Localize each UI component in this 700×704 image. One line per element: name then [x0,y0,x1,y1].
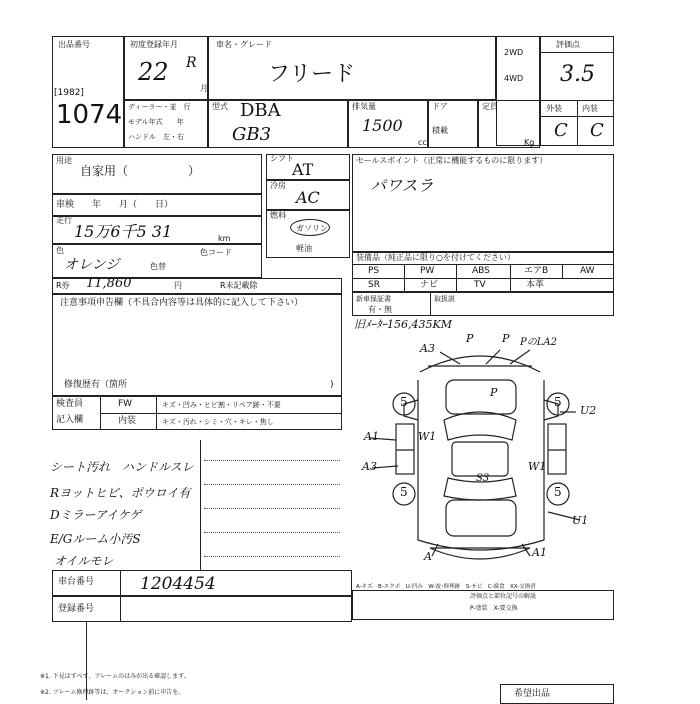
recycle-value: 11,860 [86,276,132,291]
interior-value: C [590,120,604,141]
model-value-2: GB3 [232,124,272,145]
fuel-label: 燃料 [270,211,286,220]
first-reg-label: 初度登録年月 [130,40,178,49]
car-name-label: 車名・グレード [216,40,272,49]
lot-number: 1074 [56,100,123,130]
mileage-label: 走行 [56,216,72,225]
inspector-label: 検査員 [56,399,84,409]
first-reg-value: 22 [138,58,169,86]
fuel-gasoline: ガソリン [296,224,328,233]
mark-five-fl: 5 [400,395,408,409]
mark-a3-left: A3 [362,460,377,473]
mark-a1-left: A1 [364,430,379,443]
equip-leather: 本革 [526,280,545,290]
interior-items: キズ・汚れ・シミ・穴・キレ・焦し [162,418,274,426]
exterior-value: C [554,120,568,141]
lot-year: [1982] [54,88,84,98]
mark-a-bottom: A [424,550,432,563]
dealer-label: ディーラー・並 行 [128,103,191,111]
fw-label: FW [118,399,133,409]
handle-label: ハンドル 左・右 [128,133,184,141]
score-label: 評価点 [556,40,580,49]
inspection-label: 車検 年 月（ 日） [56,200,174,210]
equip-airbag: エアB [524,266,549,276]
capacity-label: 定員 [482,102,498,111]
exterior-label: 外装 [546,104,562,113]
replaced-meter-note: 旧ﾒｰﾀｰ156,435KM [354,318,452,331]
remark-2: Rヨットヒビ、ポウロイ有 [50,486,191,500]
other-label: 取扱説 [434,295,455,303]
door-label: ドア [432,102,448,111]
use-label: 用途 [56,156,72,165]
footer-note-2: ※2. フレーム修理跡等は、オークション前に申告を。 [40,689,185,696]
equip-abs: ABS [472,266,490,276]
chassis-value: 1204454 [140,574,216,594]
mark-pol-a2: PのLA2 [520,337,557,348]
legend-row-1: A-キズ B-エクボ U-凹み W-波･修理跡 S-サビ C-腐食 XX-交換済 [356,584,536,590]
fuel-diesel: 軽油 [296,244,312,253]
ac-label: 冷房 [270,181,286,190]
hope-label: 希望出品 [514,689,551,699]
drive-4wd: 4WD [504,74,524,83]
mark-five-rl: 5 [400,485,408,499]
fw-items: キズ・凹み・ヒビ割・リペア跡・不要 [162,401,281,409]
mileage-value: 15万6千5 31 [74,222,173,241]
mark-five-rr: 5 [554,485,562,499]
mark-p-top: P [466,332,474,345]
model-value-1: DBA [240,100,281,121]
score-value: 3.5 [560,62,595,87]
color-code-label: 色コード [200,248,232,257]
sales-point-label: セールスポイント（正常に機能するものに限ります） [356,156,548,165]
km-label: km [218,234,231,243]
equip-aw: AW [580,266,595,276]
remark-4: E/Gルーム小汚S [50,532,141,546]
ac-value: AC [296,188,320,207]
color-label: 色 [56,246,64,255]
use-value: 自家用（ ） [80,164,201,178]
remark-3: Dミラーアイケゲ [50,508,142,522]
interior-row-label: 内装 [118,416,137,426]
repair-label: 修復歴有（箇所 [64,380,128,390]
reg-label: 登録番号 [58,604,95,614]
legend-row-3: P-塗装 X-要交換 [470,605,518,612]
mark-p-hood: P [490,386,498,399]
equip-sr: SR [368,280,380,290]
equipment-label: 装備品（純正品に限り○を付けてください） [356,253,515,262]
recycle-unit: 円 [174,281,182,290]
shift-value: AT [292,160,314,179]
lot-label: 出品番号 [58,40,90,49]
drive-2wd: 2WD [504,48,524,57]
mark-w1-left: W1 [418,430,437,443]
sales-point-value: パワスラ [370,176,434,195]
car-name-value: フリード [268,62,356,87]
model-label: 型式 [212,102,228,111]
cc-label: cc [418,138,427,147]
record-label: 記入欄 [56,415,84,425]
month-unit: 月 [200,84,208,93]
footer-note-1: ※1. 下見はすべて、フレームのはみが出る確認します。 [40,673,190,680]
first-reg-month-mark: R [186,55,197,71]
color-value: オレンジ [64,257,120,273]
shift-label: シフト [270,154,294,163]
notes-label: 注意事項申告欄（不具合内容等は具体的に記入して下さい） [60,298,304,308]
mark-a3-top: A3 [420,342,435,355]
record-book-value: 有・無 [368,305,392,314]
mark-u1: U1 [572,514,589,527]
delivery-label: R未記載除 [220,281,258,290]
equip-ps: PS [368,266,380,276]
remark-5: オイルモレ [54,554,114,568]
chassis-label: 車台番号 [58,577,95,587]
mark-five-fr: 5 [554,395,562,409]
equip-tv: TV [474,280,486,290]
mark-w1-right: W1 [528,460,547,473]
remark-1: シート汚れ ハンドルスレ [50,460,194,474]
mark-p-roof: P [502,332,510,345]
interior-label: 内装 [582,104,598,113]
load-label: 積載 [432,126,448,135]
mark-s3: S3 [476,473,490,484]
record-book-label: 新車保証書 [356,295,391,303]
recycle-label: R券 [56,281,70,290]
model-year-label: モデル年式 年 [128,118,184,126]
displacement-label: 排気量 [352,102,376,111]
mark-a1-bottom: A1 [532,546,547,559]
mark-u2: U2 [580,404,597,417]
legend-row-2: 評価点と部位記号の解説 [470,593,537,600]
color-change-label: 色替 [150,262,166,271]
equip-pw: PW [420,266,435,276]
displacement-value: 1500 [362,116,403,135]
reg-box [52,596,352,622]
kg-label: Kg [524,138,535,147]
equip-navi: ナビ [420,280,439,290]
